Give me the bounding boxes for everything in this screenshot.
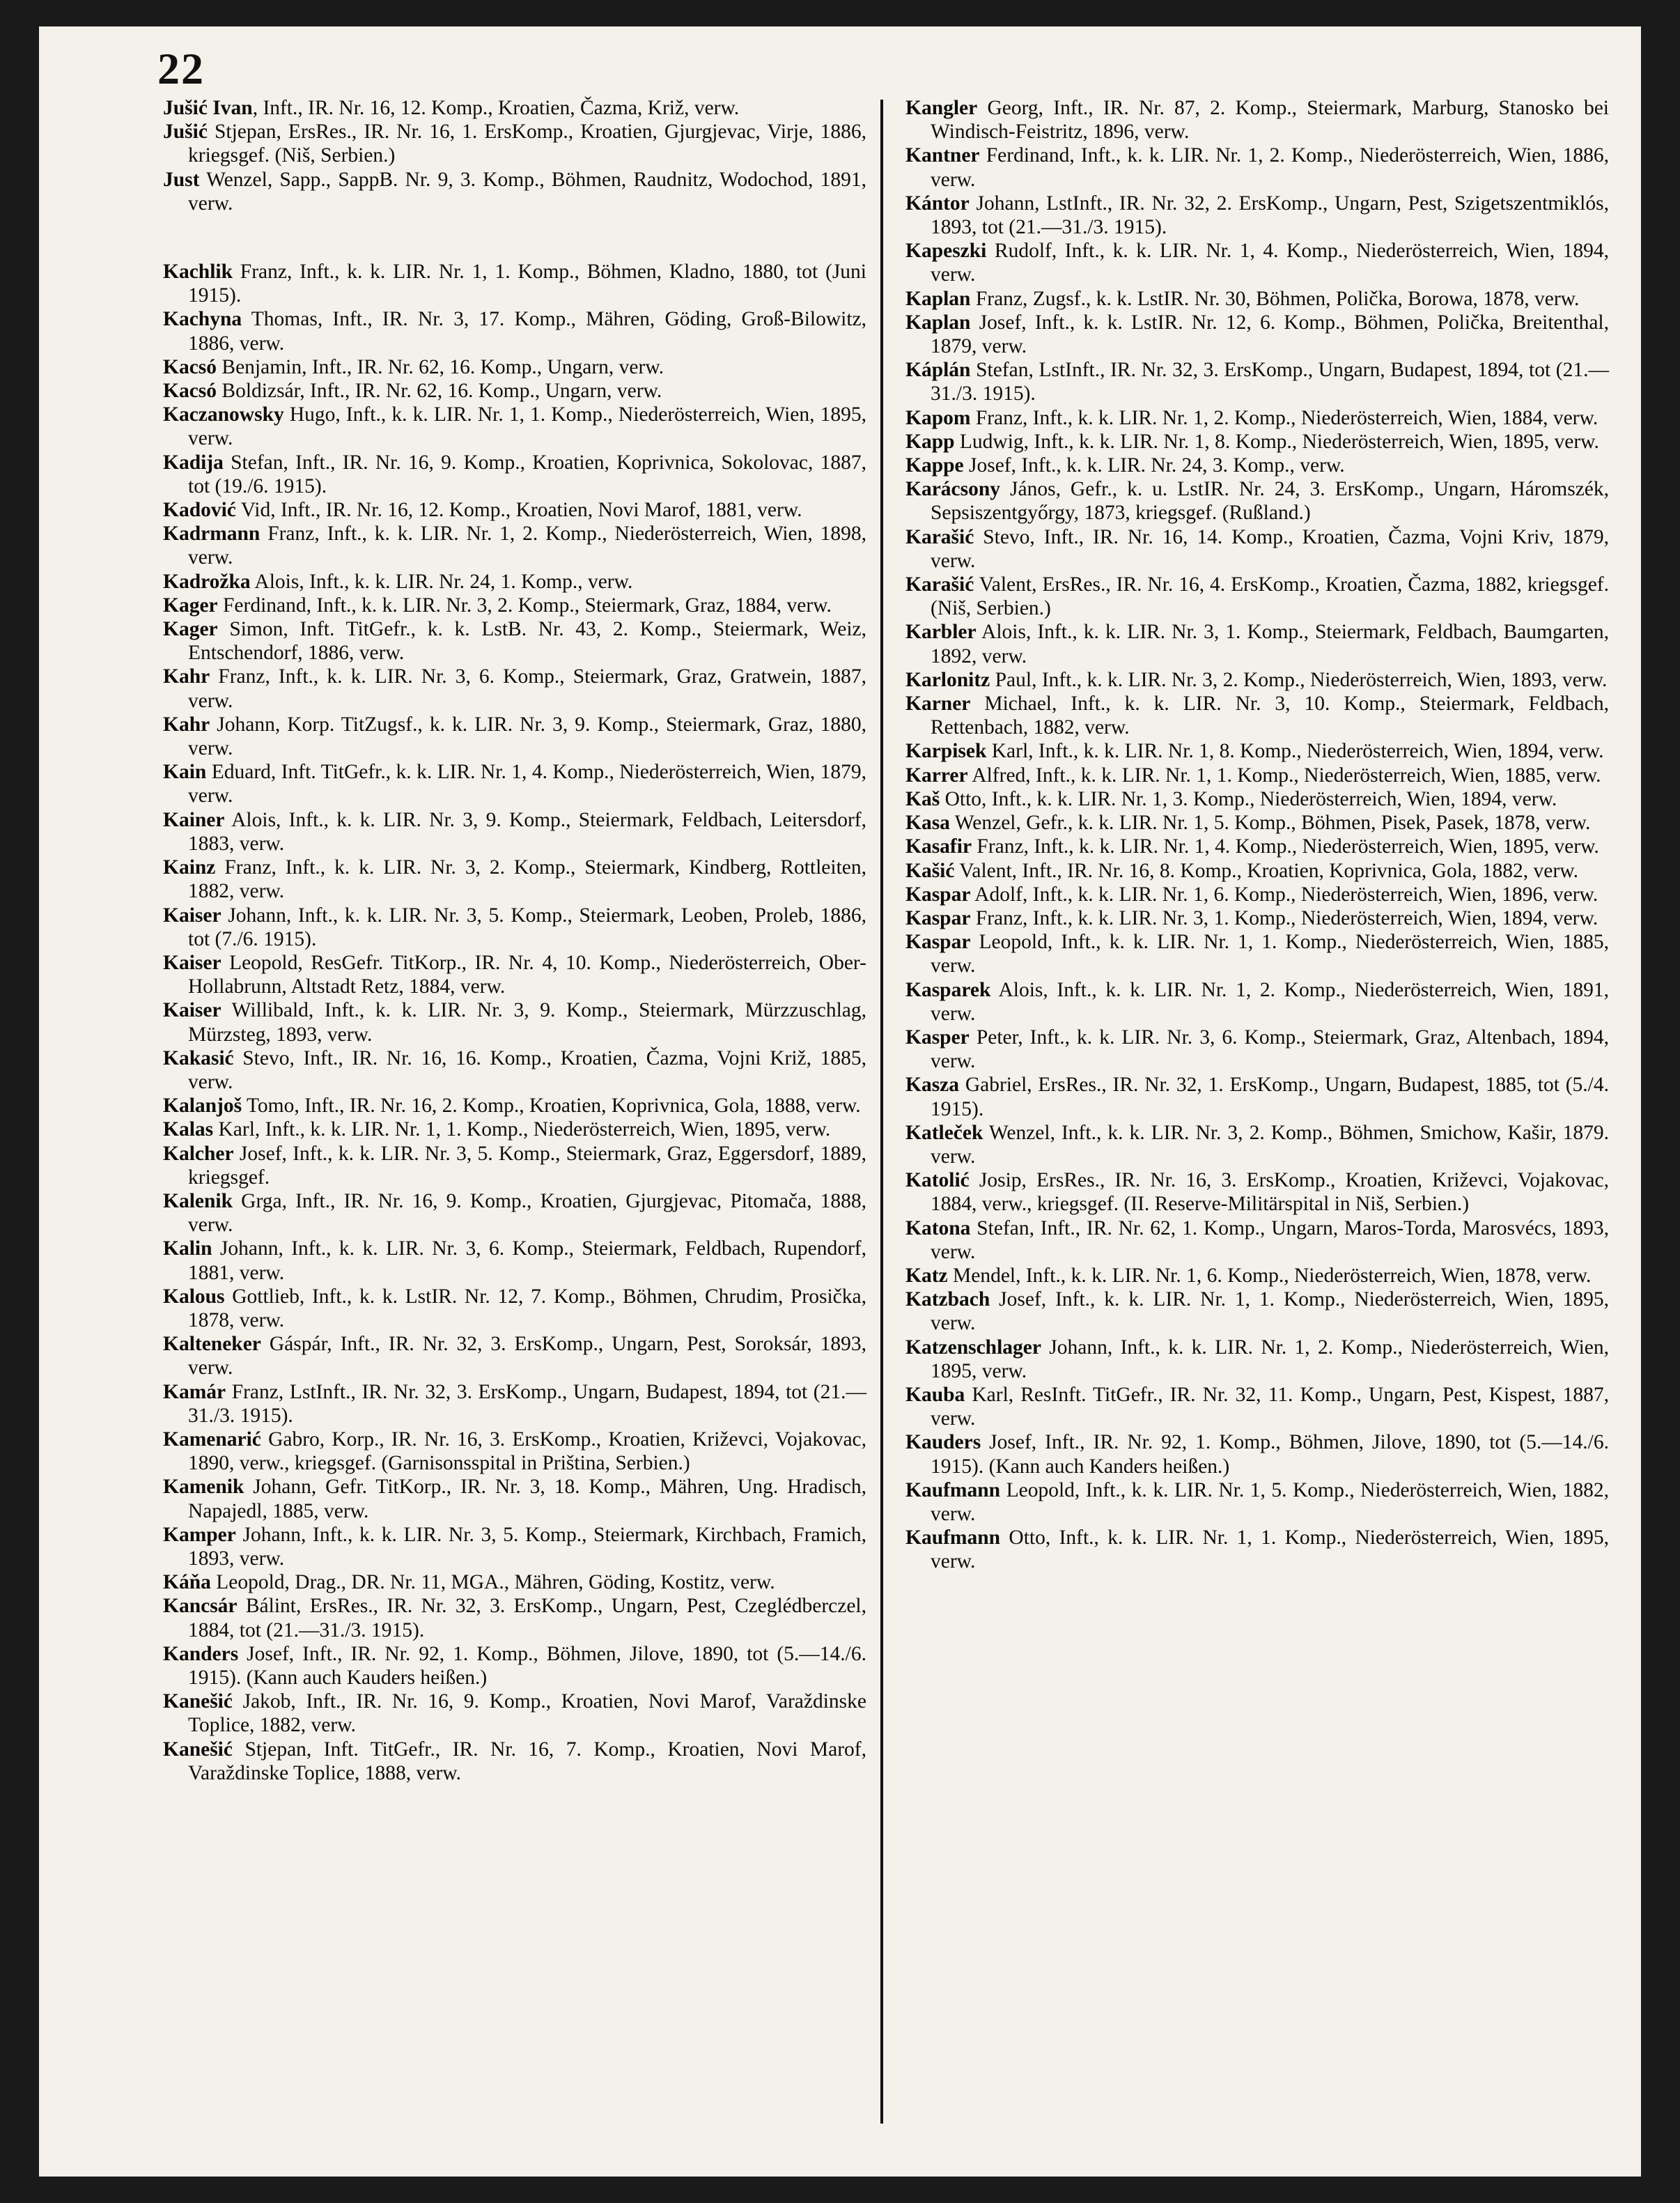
casualty-entry — [163, 1142, 866, 1189]
entry-details: Johann, Inft., k. k. LIR. Nr. 1, 2. Komp., Niederösterreich, Wien, 1895, verw. — [931, 1336, 1609, 1382]
entry-surname: Kapp — [905, 430, 955, 453]
entry-surname: Kaspar — [905, 883, 971, 906]
entry-surname: Kalcher — [163, 1142, 234, 1165]
entry-details: Simon, Inft. TitGefr., k. k. LstB. Nr. 43, 2. Komp., Steiermark, Weiz, Entschendorf, 1886, verw. — [188, 618, 866, 665]
entry-details: Thomas, Inft., IR. Nr. 3, 17. Komp., Mähren, Göding, Groß-Bilowitz, 1886, verw. — [188, 308, 866, 355]
entry-surname: Kakasić — [163, 1046, 234, 1069]
entry-details: Leopold, Inft., k. k. LIR. Nr. 1, 1. Komp., Niederösterreich, Wien, 1885, verw. — [931, 931, 1609, 977]
entry-details: Karl, Inft., k. k. LIR. Nr. 1, 1. Komp., Niederösterreich, Wien, 1895, verw. — [213, 1118, 831, 1141]
casualty-entry — [163, 96, 866, 120]
entry-details: Grga, Inft., IR. Nr. 16, 9. Komp., Kroatien, Gjurgjevac, Pitomača, 1888, verw. — [188, 1189, 866, 1237]
entry-details: Alfred, Inft., k. k. LIR. Nr. 1, 1. Komp., Niederösterreich, Wien, 1885, verw. — [967, 764, 1601, 787]
casualty-entry — [905, 835, 1609, 858]
casualty-entry — [905, 1121, 1609, 1168]
entry-details: Josef, Inft., k. k. LIR. Nr. 3, 5. Komp., Steiermark, Graz, Eggersdorf, 1889, kriegsgef. — [188, 1142, 866, 1189]
casualty-entry — [163, 665, 866, 712]
entry-details: Leopold, Drag., DR. Nr. 11, MGA., Mähren, Göding, Kostitz, verw. — [210, 1571, 775, 1594]
entry-surname: Karpisek — [905, 740, 987, 763]
right-column — [905, 96, 1609, 1574]
entry-details: Leopold, ResGefr. TitKorp., IR. Nr. 4, 10. Komp., Niederösterreich, Ober-Hollabrunn, Altstadt Retz, 1884, verw. — [188, 951, 866, 998]
entry-surname: Káplán — [905, 359, 971, 382]
entry-surname: Kasafir — [905, 835, 972, 858]
entry-surname: Kancsár — [163, 1595, 238, 1618]
entry-surname: Kaspar — [905, 906, 971, 929]
casualty-entry — [905, 739, 1609, 763]
entry-details: Karl, Inft., k. k. LIR. Nr. 1, 8. Komp., Niederösterreich, Wien, 1894, verw. — [986, 740, 1604, 763]
entry-surname: Kadrmann — [163, 523, 260, 546]
casualty-entry — [163, 1118, 866, 1141]
casualty-entry — [163, 260, 866, 307]
entry-details: Adolf, Inft., k. k. LIR. Nr. 1, 6. Komp., Niederösterreich, Wien, 1896, verw. — [970, 883, 1599, 906]
entry-surname: Kauba — [905, 1383, 965, 1406]
entry-surname: Kadija — [163, 451, 224, 474]
casualty-entry — [163, 1237, 866, 1284]
entry-surname: Kacsó — [163, 380, 217, 403]
casualty-entry — [163, 617, 866, 665]
entry-surname: Kaufmann — [905, 1526, 1001, 1549]
entry-details: Johann, LstInft., IR. Nr. 32, 2. ErsKomp., Ungarn, Pest, Szigetszentmiklós, 1893, tot (21.—31./3. 1915). — [931, 192, 1609, 239]
casualty-entry — [163, 1428, 866, 1475]
casualty-entry — [905, 311, 1609, 358]
casualty-entry — [163, 1523, 866, 1570]
entry-surname: Karner — [905, 693, 971, 716]
entry-details: Alois, Inft., k. k. LIR. Nr. 3, 9. Komp., Steiermark, Feldbach, Leitersdorf, 1883, verw. — [188, 808, 866, 855]
casualty-entry — [905, 1288, 1609, 1335]
casualty-entry — [905, 144, 1609, 191]
entry-details: Alois, Inft., k. k. LIR. Nr. 24, 1. Komp., verw. — [250, 570, 633, 593]
entry-details: Josef, Inft., k. k. LIR. Nr. 24, 3. Komp., verw. — [963, 454, 1345, 477]
entry-surname: Kamár — [163, 1380, 226, 1403]
casualty-entry — [163, 808, 866, 856]
entry-details: Karl, ResInft. TitGefr., IR. Nr. 32, 11. Komp., Ungarn, Pest, Kispest, 1887, verw. — [931, 1383, 1609, 1430]
entry-details: Alois, Inft., k. k. LIR. Nr. 1, 2. Komp., Niederösterreich, Wien, 1891, verw. — [931, 978, 1609, 1025]
casualty-entry — [905, 1264, 1609, 1288]
casualty-entry — [163, 1475, 866, 1522]
entry-surname: Jušić — [163, 121, 208, 144]
casualty-entry — [163, 1332, 866, 1379]
casualty-entry — [163, 1594, 866, 1641]
entry-surname: Kamenarić — [163, 1428, 261, 1451]
entry-details: Otto, Inft., k. k. LIR. Nr. 1, 1. Komp., Niederösterreich, Wien, 1895, verw. — [931, 1526, 1609, 1573]
entry-surname: Kasza — [905, 1074, 960, 1097]
entry-details: Paul, Inft., k. k. LIR. Nr. 3, 2. Komp., Niederösterreich, Wien, 1893, verw. — [990, 668, 1608, 691]
casualty-entry — [905, 1430, 1609, 1478]
entry-details: Stjepan, Inft. TitGefr., IR. Nr. 16, 7. Komp., Kroatien, Novi Marof, Varaždinske Toplice, 1888, verw. — [188, 1738, 866, 1784]
entry-details: Ludwig, Inft., k. k. LIR. Nr. 1, 8. Komp., Niederösterreich, Wien, 1895, verw. — [954, 430, 1599, 453]
entry-surname: Kaufmann — [905, 1478, 1001, 1501]
casualty-entry — [163, 760, 866, 807]
entry-surname: Káňa — [163, 1571, 211, 1594]
entry-surname: Kapeszki — [905, 240, 987, 263]
entry-details: Wenzel, Sapp., SappB. Nr. 9, 3. Komp., Böhmen, Raudnitz, Wodochod, 1891, verw. — [188, 168, 866, 215]
casualty-entry — [905, 1073, 1609, 1120]
left-column — [163, 96, 866, 1785]
casualty-entry — [905, 573, 1609, 620]
casualty-entry — [905, 668, 1609, 692]
entry-surname: Kasparek — [905, 978, 991, 1001]
entry-details: Josip, ErsRes., IR. Nr. 16, 3. ErsKomp., Kroatien, Križevci, Vojakovac, 1884, verw., kriegsgef. (II. Reserve-Militärspital in Niš, Serbien.) — [931, 1169, 1609, 1216]
entry-surname: Kasper — [905, 1026, 970, 1049]
casualty-entry — [163, 355, 866, 379]
casualty-entry — [163, 904, 866, 951]
casualty-entry — [905, 358, 1609, 405]
entry-surname: Karácsony — [905, 478, 1001, 501]
casualty-entry — [905, 787, 1609, 811]
entry-details: Stefan, Inft., IR. Nr. 16, 9. Komp., Kroatien, Koprivnica, Sokolovac, 1887, tot (19./6. 1915). — [188, 451, 866, 497]
entry-details: Stevo, Inft., IR. Nr. 16, 16. Komp., Kroatien, Čazma, Vojni Križ, 1885, verw. — [188, 1046, 866, 1093]
casualty-entry — [905, 930, 1609, 977]
entry-surname: Kasa — [905, 812, 950, 835]
entry-surname: Kapom — [905, 406, 971, 429]
entry-surname: Karašić — [905, 573, 974, 596]
casualty-entry — [905, 406, 1609, 430]
entry-details: Gottlieb, Inft., k. k. LstIR. Nr. 12, 7. Komp., Böhmen, Chrudim, Prosička, 1878, verw. — [188, 1285, 866, 1331]
entry-details: Georg, Inft., IR. Nr. 87, 2. Komp., Steiermark, Marburg, Stanosko bei Windisch-Feistritz, 1896, verw. — [931, 97, 1609, 144]
entry-surname: Kaš — [905, 787, 940, 810]
entry-surname: Kanešić — [163, 1690, 233, 1713]
entry-details: Benjamin, Inft., IR. Nr. 62, 16. Komp., Ungarn, verw. — [217, 355, 664, 378]
casualty-entry — [163, 1189, 866, 1237]
casualty-entry — [905, 1383, 1609, 1430]
entry-surname: Jušić Ivan — [163, 97, 253, 119]
entry-details: János, Gefr., k. u. LstIR. Nr. 24, 3. ErsKomp., Ungarn, Háromszék, Sepsiszentgyőrgy, 1873, kriegsgef. (Rußland.) — [931, 478, 1609, 525]
entry-surname: Katona — [905, 1216, 971, 1239]
entry-surname: Kaplan — [905, 287, 971, 310]
entry-surname: Kaiser — [163, 951, 221, 974]
casualty-entry — [163, 1690, 866, 1737]
casualty-entry — [163, 1642, 866, 1690]
entry-surname: Kadović — [163, 499, 236, 522]
entry-details: Boldizsár, Inft., IR. Nr. 62, 16. Komp., Ungarn, verw. — [217, 380, 662, 403]
casualty-entry — [905, 96, 1609, 144]
entry-surname: Kadrožka — [163, 570, 251, 593]
entry-details: Johann, Inft., k. k. LIR. Nr. 3, 6. Komp., Steiermark, Feldbach, Rupendorf, 1881, verw. — [188, 1237, 866, 1284]
casualty-entry — [163, 522, 866, 569]
casualty-entry — [905, 1168, 1609, 1216]
entry-surname: Kachlik — [163, 261, 233, 284]
entry-surname: Kaiser — [163, 904, 221, 927]
casualty-entry — [905, 906, 1609, 930]
entry-surname: Kamper — [163, 1523, 236, 1546]
casualty-entry — [163, 403, 866, 450]
entry-surname: Kantner — [905, 144, 980, 167]
entry-surname: Kalenik — [163, 1189, 233, 1212]
casualty-entry — [905, 287, 1609, 311]
entry-details: Josef, Inft., IR. Nr. 92, 1. Komp., Böhmen, Jilove, 1890, tot (5.—14./6. 1915). (Kann auch Kauders heißen.) — [188, 1642, 866, 1689]
entry-details: Stjepan, ErsRes., IR. Nr. 16, 1. ErsKomp., Kroatien, Gjurgjevac, Virje, 1886, kriegsgef. (Niš, Serbien.) — [188, 121, 866, 167]
entry-surname: Karašić — [905, 525, 974, 548]
entry-details: Willibald, Inft., k. k. LIR. Nr. 3, 9. Komp., Steiermark, Mürzzuschlag, Mürzsteg, 1893, verw. — [188, 999, 866, 1046]
entry-details: Wenzel, Inft., k. k. LIR. Nr. 3, 2. Komp., Böhmen, Smichow, Kašir, 1879. verw. — [931, 1121, 1609, 1168]
entry-surname: Kaspar — [905, 931, 971, 954]
entry-details: Johann, Inft., k. k. LIR. Nr. 3, 5. Komp., Steiermark, Leoben, Proleb, 1886, tot (7./6. 1915). — [188, 904, 866, 950]
entry-details: Otto, Inft., k. k. LIR. Nr. 1, 3. Komp., Niederösterreich, Wien, 1894, verw. — [940, 787, 1557, 810]
entry-details: Alois, Inft., k. k. LIR. Nr. 3, 1. Komp., Steiermark, Feldbach, Baumgarten, 1892, verw. — [931, 621, 1609, 667]
entry-details: , Inft., IR. Nr. 16, 12. Komp., Kroatien, Čazma, Križ, verw. — [252, 97, 740, 119]
entry-surname: Kappe — [905, 454, 964, 477]
entry-surname: Kainz — [163, 856, 216, 879]
casualty-entry — [163, 998, 866, 1046]
entry-surname: Katleček — [905, 1121, 983, 1144]
entry-details: Stefan, LstInft., IR. Nr. 32, 3. ErsKomp., Ungarn, Budapest, 1894, tot (21.—31./3. 1915). — [931, 359, 1609, 405]
entry-surname: Katzbach — [905, 1288, 990, 1311]
entry-surname: Kalous — [163, 1285, 225, 1308]
casualty-entry — [905, 525, 1609, 573]
casualty-entry — [163, 1094, 866, 1118]
casualty-entry — [163, 1738, 866, 1785]
entry-surname: Kántor — [905, 192, 970, 215]
entry-surname: Kachyna — [163, 308, 242, 331]
entry-details: Vid, Inft., IR. Nr. 16, 12. Komp., Kroatien, Novi Marof, 1881, verw. — [235, 499, 802, 522]
page-number: 22 — [157, 44, 205, 93]
entry-surname: Kaczanowsky — [163, 403, 284, 426]
entry-details: Ferdinand, Inft., k. k. LIR. Nr. 3, 2. Komp., Steiermark, Graz, 1884, verw. — [217, 594, 832, 617]
entry-details: Franz, Inft., k. k. LIR. Nr. 1, 1. Komp., Böhmen, Kladno, 1880, tot (Juni 1915). — [188, 261, 866, 307]
entry-details: Stefan, Inft., IR. Nr. 62, 1. Komp., Ungarn, Maros-Torda, Marosvécs, 1893, verw. — [931, 1216, 1609, 1263]
entry-details: Valent, Inft., IR. Nr. 16, 8. Komp., Kroatien, Koprivnica, Gola, 1882, verw. — [954, 859, 1578, 882]
entry-surname: Kaplan — [905, 311, 971, 334]
casualty-entry — [163, 1570, 866, 1594]
casualty-entry — [905, 978, 1609, 1026]
casualty-entry — [163, 379, 866, 403]
entry-details: Jakob, Inft., IR. Nr. 16, 9. Komp., Kroatien, Novi Marof, Varaždinske Toplice, 1882, verw. — [188, 1690, 866, 1737]
casualty-entry — [905, 1026, 1609, 1073]
entry-surname: Karlonitz — [905, 668, 990, 691]
entry-details: Josef, Inft., IR. Nr. 92, 1. Komp., Böhmen, Jilove, 1890, tot (5.—14./6. 1915). (Kann auch Kanders heißen.) — [931, 1431, 1609, 1478]
entry-details: Leopold, Inft., k. k. LIR. Nr. 1, 5. Komp., Niederösterreich, Wien, 1882, verw. — [931, 1478, 1609, 1525]
entry-details: Tomo, Inft., IR. Nr. 16, 2. Komp., Kroatien, Koprivnica, Gola, 1888, verw. — [242, 1095, 861, 1118]
entry-details: Franz, Inft., k. k. LIR. Nr. 1, 2. Komp., Niederösterreich, Wien, 1884, verw. — [970, 406, 1599, 429]
entry-details: Josef, Inft., k. k. LstIR. Nr. 12, 6. Komp., Böhmen, Polička, Breitenthal, 1879, verw. — [931, 311, 1609, 358]
entry-surname: Kain — [163, 761, 207, 784]
casualty-entry — [905, 192, 1609, 239]
entry-details: Michael, Inft., k. k. LIR. Nr. 3, 10. Komp., Steiermark, Feldbach, Rettenbach, 1882, verw. — [931, 693, 1609, 739]
document-page — [39, 26, 1641, 2177]
entry-surname: Karrer — [905, 764, 968, 787]
casualty-entry — [905, 1478, 1609, 1526]
casualty-entry — [905, 239, 1609, 286]
entry-details: Johann, Inft., k. k. LIR. Nr. 3, 5. Komp., Steiermark, Kirchbach, Framich, 1893, verw. — [188, 1523, 866, 1570]
casualty-entry — [905, 883, 1609, 906]
entry-surname: Kalin — [163, 1237, 212, 1260]
casualty-entry — [905, 692, 1609, 739]
entry-details: Peter, Inft., k. k. LIR. Nr. 3, 6. Komp., Steiermark, Graz, Altenbach, 1894, verw. — [931, 1026, 1609, 1073]
casualty-entry — [163, 1285, 866, 1332]
entry-surname: Kalas — [163, 1118, 214, 1141]
entry-details: Rudolf, Inft., k. k. LIR. Nr. 1, 4. Komp., Niederösterreich, Wien, 1894, verw. — [931, 240, 1609, 286]
casualty-entry — [905, 620, 1609, 667]
entry-details: Franz, Inft., k. k. LIR. Nr. 3, 1. Komp., Niederösterreich, Wien, 1894, verw. — [970, 906, 1599, 929]
entry-surname: Kangler — [905, 97, 978, 119]
entry-details: Johann, Gefr. TitKorp., IR. Nr. 3, 18. Komp., Mähren, Ung. Hradisch, Napajedl, 1885, verw. — [188, 1476, 866, 1522]
entry-surname: Kalanjoš — [163, 1095, 242, 1118]
column-divider — [880, 100, 883, 2124]
casualty-entry — [905, 430, 1609, 454]
casualty-entry — [163, 594, 866, 617]
casualty-entry — [905, 1216, 1609, 1264]
entry-details: Josef, Inft., k. k. LIR. Nr. 1, 1. Komp., Niederösterreich, Wien, 1895, verw. — [931, 1288, 1609, 1335]
casualty-entry — [905, 1336, 1609, 1383]
entry-details: Franz, Inft., k. k. LIR. Nr. 1, 4. Komp., Niederösterreich, Wien, 1895, verw. — [972, 835, 1599, 858]
casualty-entry — [163, 951, 866, 998]
entry-details: Mendel, Inft., k. k. LIR. Nr. 1, 6. Komp., Niederösterreich, Wien, 1878, verw. — [947, 1264, 1592, 1287]
casualty-entry — [905, 859, 1609, 883]
entry-surname: Kahr — [163, 713, 210, 736]
entry-surname: Kager — [163, 618, 218, 641]
entry-surname: Katzenschlager — [905, 1336, 1041, 1359]
entry-details: Gáspár, Inft., IR. Nr. 32, 3. ErsKomp., Ungarn, Pest, Soroksár, 1893, verw. — [188, 1333, 866, 1379]
entry-surname: Kager — [163, 594, 218, 617]
casualty-entry — [163, 168, 866, 215]
entry-details: Gabriel, ErsRes., IR. Nr. 32, 1. ErsKomp., Ungarn, Budapest, 1885, tot (5./4. 1915). — [931, 1074, 1609, 1120]
casualty-entry — [163, 498, 866, 522]
entry-surname: Kašić — [905, 859, 955, 882]
entry-details: Bálint, ErsRes., IR. Nr. 32, 3. ErsKomp., Ungarn, Pest, Czeglédberczel, 1884, tot (21.—31./3. 1915). — [188, 1595, 866, 1641]
casualty-entry — [163, 570, 866, 594]
entry-details: Valent, ErsRes., IR. Nr. 16, 4. ErsKomp., Kroatien, Čazma, 1882, kriegsgef. (Niš, Serbien.) — [931, 573, 1609, 620]
casualty-entry — [163, 1046, 866, 1094]
entry-details: Ferdinand, Inft., k. k. LIR. Nr. 1, 2. Komp., Niederösterreich, Wien, 1886, verw. — [931, 144, 1609, 191]
entry-surname: Kamenik — [163, 1476, 244, 1499]
entry-surname: Kalteneker — [163, 1333, 261, 1356]
entry-details: Eduard, Inft. TitGefr., k. k. LIR. Nr. 1, 4. Komp., Niederösterreich, Wien, 1879, verw. — [188, 761, 866, 807]
entry-details: Franz, Inft., k. k. LIR. Nr. 3, 2. Komp., Steiermark, Kindberg, Rottleiten, 1882, verw. — [188, 856, 866, 903]
casualty-entry — [163, 120, 866, 167]
entry-surname: Kaiser — [163, 999, 221, 1022]
entry-details: Gabro, Korp., IR. Nr. 16, 3. ErsKomp., Kroatien, Križevci, Vojakovac, 1890, verw., kriegsgef. (Garnisonsspital in Priština, Serbien.) — [188, 1428, 866, 1475]
entry-surname: Kacsó — [163, 355, 217, 378]
entry-surname: Kahr — [163, 665, 210, 688]
casualty-entry — [163, 307, 866, 355]
casualty-entry — [163, 451, 866, 498]
entry-surname: Katolić — [905, 1169, 970, 1192]
entry-surname: Just — [163, 168, 200, 191]
entry-details: Stevo, Inft., IR. Nr. 16, 14. Komp., Kroatien, Čazma, Vojni Kriv, 1879, verw. — [931, 525, 1609, 572]
casualty-entry — [905, 811, 1609, 835]
casualty-entry — [905, 477, 1609, 525]
entry-surname: Kainer — [163, 808, 225, 831]
entry-surname: Kauders — [905, 1431, 981, 1454]
entry-details: Franz, Zugsf., k. k. LstIR. Nr. 30, Böhmen, Polička, Borowa, 1878, verw. — [970, 287, 1580, 310]
entry-surname: Karbler — [905, 621, 977, 644]
casualty-entry — [905, 764, 1609, 787]
entry-surname: Kanders — [163, 1642, 239, 1665]
entry-details: Hugo, Inft., k. k. LIR. Nr. 1, 1. Komp., Niederösterreich, Wien, 1895, verw. — [188, 403, 866, 450]
entry-surname: Katz — [905, 1264, 948, 1287]
casualty-entry — [905, 1526, 1609, 1573]
entry-details: Johann, Korp. TitZugsf., k. k. LIR. Nr. 3, 9. Komp., Steiermark, Graz, 1880, verw. — [188, 713, 866, 760]
entry-details: Franz, Inft., k. k. LIR. Nr. 3, 6. Komp., Steiermark, Graz, Gratwein, 1887, verw. — [188, 665, 866, 712]
entry-details: Franz, Inft., k. k. LIR. Nr. 1, 2. Komp., Niederösterreich, Wien, 1898, verw. — [188, 523, 866, 569]
entry-details: Franz, LstInft., IR. Nr. 32, 3. ErsKomp., Ungarn, Budapest, 1894, tot (21.—31./3. 1915). — [188, 1380, 866, 1427]
casualty-entry — [163, 856, 866, 903]
casualty-entry — [905, 454, 1609, 477]
entry-details: Wenzel, Gefr., k. k. LIR. Nr. 1, 5. Komp., Böhmen, Pisek, Pasek, 1878, verw. — [949, 812, 1591, 835]
casualty-entry — [163, 713, 866, 760]
entry-surname: Kanešić — [163, 1738, 233, 1761]
casualty-entry — [163, 1380, 866, 1428]
